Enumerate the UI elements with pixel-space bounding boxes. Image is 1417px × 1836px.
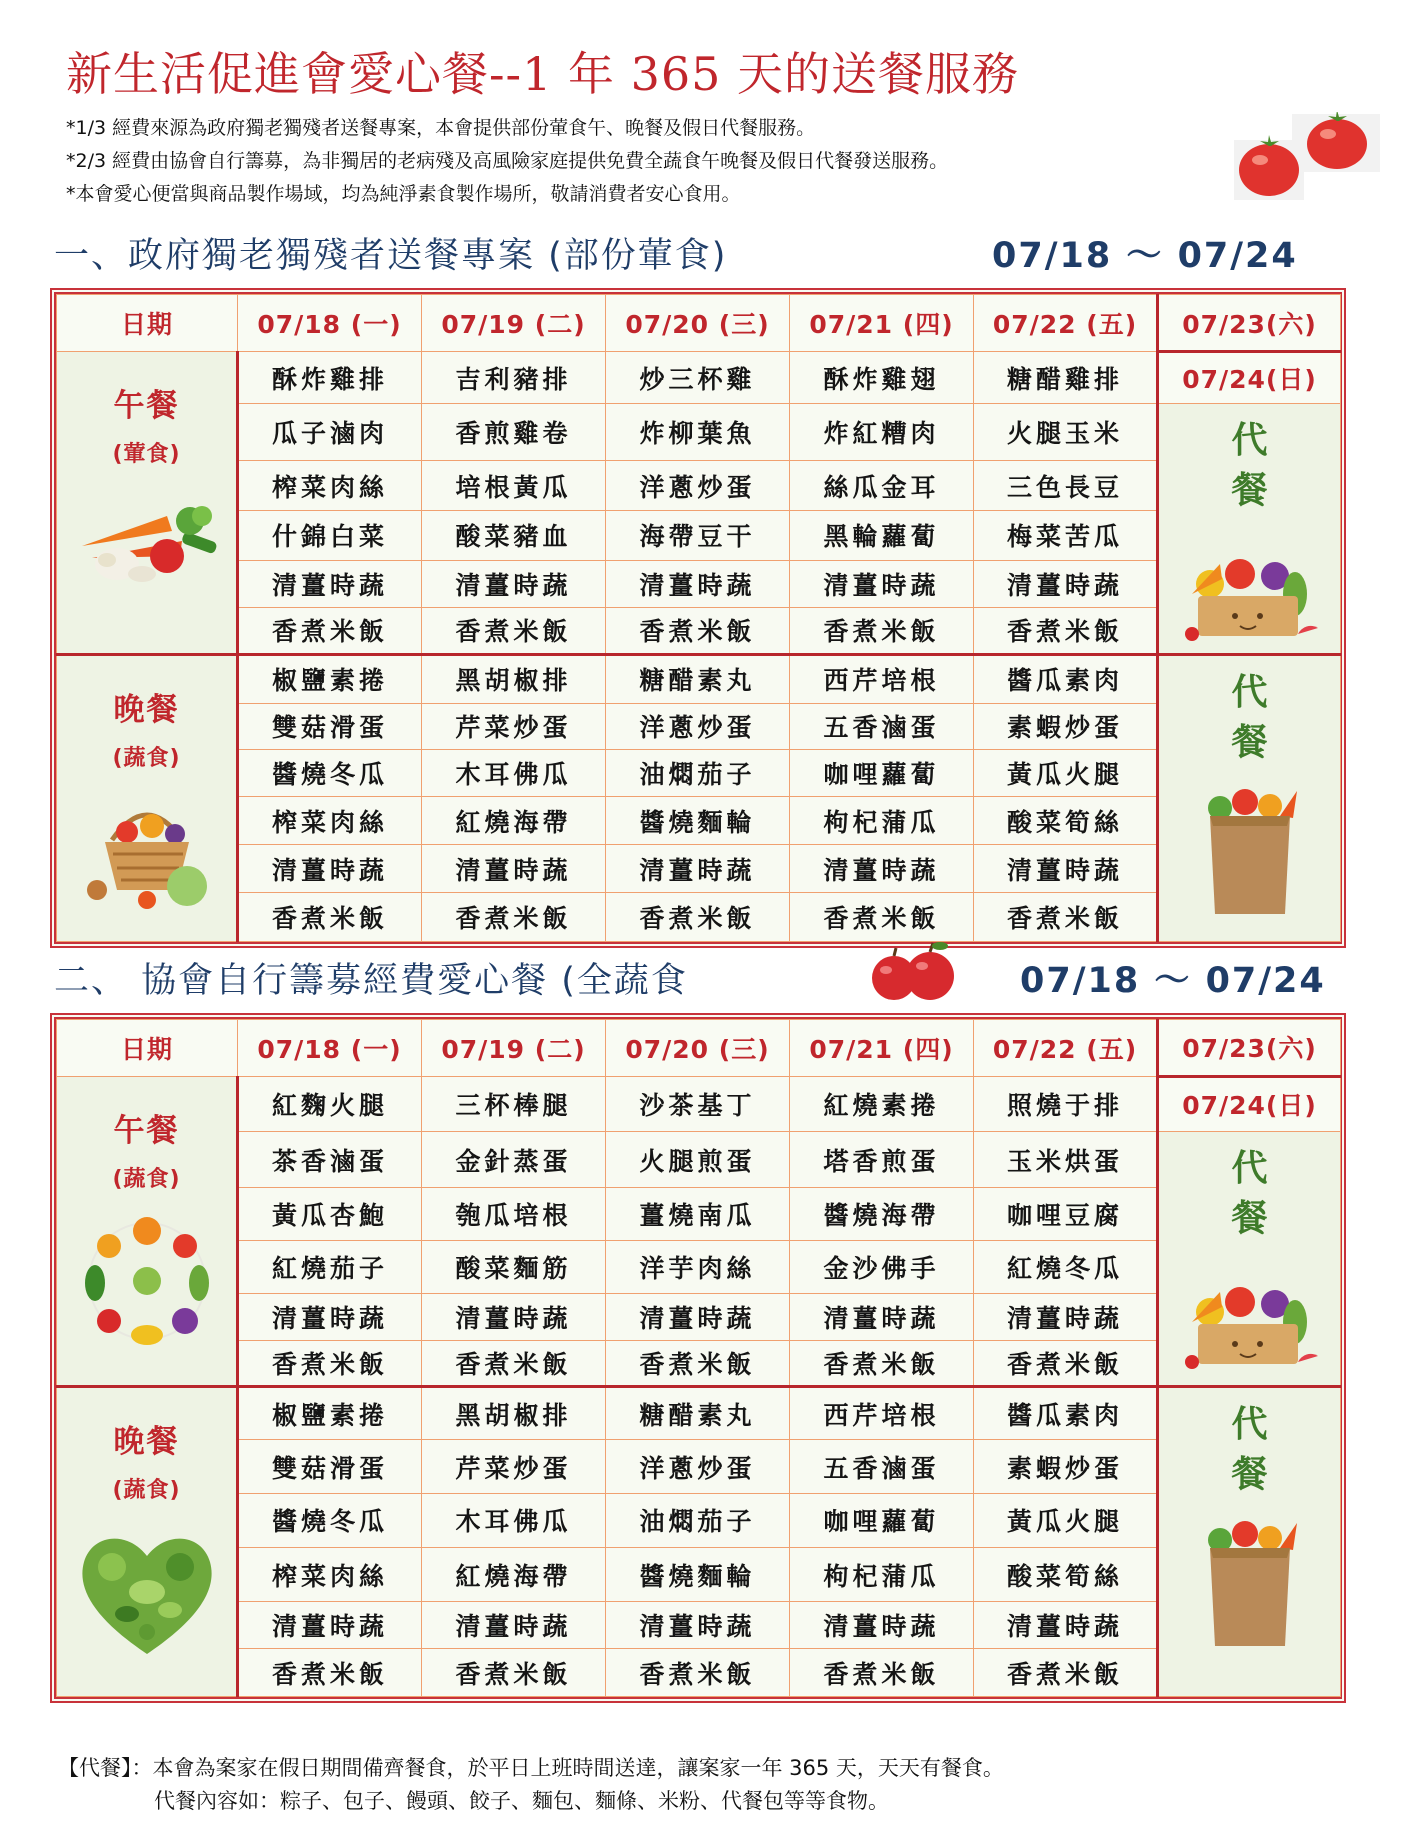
dinner-label: 晚餐 <box>113 691 180 728</box>
substitute-meal-label: 代 餐 <box>1231 671 1268 763</box>
table-row <box>57 797 1341 845</box>
footer-line-1: 【代餐】：本會為案家在假日期間備齊餐食，於平日上班時間送達，讓案家一年 365 天，天天有餐食。 <box>58 1756 1004 1780</box>
menu-cell: 素蝦炒蛋 <box>974 1440 1158 1494</box>
table-row <box>57 352 1341 404</box>
menu-cell: 紅燒冬瓜 <box>974 1241 1158 1294</box>
menu-cell: 香煎雞卷 <box>422 404 606 461</box>
menu-cell: 香煮米飯 <box>422 892 606 941</box>
menu-cell: 紅燒海帶 <box>422 1547 606 1602</box>
lunch-label: 午餐 <box>113 1112 180 1149</box>
section2-date-range: 07/18 ～ 07/24 <box>1020 961 1326 1001</box>
grocery-bag-icon <box>1185 1518 1315 1648</box>
table-row <box>57 404 1341 461</box>
menu-cell: 炒三杯雞 <box>606 352 790 404</box>
vegetable-basket-icon <box>77 790 217 910</box>
day-header: 07/22 (五) <box>974 295 1158 352</box>
menu-cell: 黃瓜火腿 <box>974 1493 1158 1547</box>
menu-cell: 炸紅糟肉 <box>790 404 974 461</box>
day-header: 07/18 (一) <box>238 295 422 352</box>
lunch-label: 午餐 <box>113 388 180 425</box>
section1-menu-table <box>50 288 1346 948</box>
menu-cell: 香煮米飯 <box>422 607 606 654</box>
menu-cell: 榨菜肉絲 <box>238 1547 422 1602</box>
table-row <box>57 1440 1341 1494</box>
menu-cell: 香煮米飯 <box>422 1340 606 1387</box>
menu-cell: 炸柳葉魚 <box>606 404 790 461</box>
menu-cell: 金沙佛手 <box>790 1241 974 1294</box>
menu-cell: 香煮米飯 <box>790 1340 974 1387</box>
menu-cell: 塔香煎蛋 <box>790 1131 974 1188</box>
menu-cell: 紅麴火腿 <box>238 1076 422 1131</box>
note-2: *2/3 經費由協會自行籌募，為非獨居的老病殘及高風險家庭提供免費全蔬食午晚餐及假日代餐發送服務。 <box>66 150 949 172</box>
menu-cell: 黑胡椒排 <box>422 654 606 703</box>
grocery-bag-icon <box>1185 786 1315 916</box>
menu-cell: 三色長豆 <box>974 461 1158 511</box>
menu-cell: 椒鹽素捲 <box>238 1387 422 1440</box>
table-row <box>57 1547 1341 1602</box>
menu-cell: 榨菜肉絲 <box>238 797 422 845</box>
sunday-header: 07/24(日) <box>1158 352 1341 404</box>
section2-title: 二、 協會自行籌募經費愛心餐 (全蔬食 <box>54 961 688 1001</box>
menu-cell: 香煮米飯 <box>974 1340 1158 1387</box>
menu-cell: 火腿玉米 <box>974 404 1158 461</box>
day-header: 07/18 (一) <box>238 1020 422 1077</box>
table-row <box>57 1293 1341 1340</box>
menu-cell: 酸菜筍絲 <box>974 1547 1158 1602</box>
menu-cell: 枸杞蒲瓜 <box>790 1547 974 1602</box>
menu-cell: 紅燒素捲 <box>790 1076 974 1131</box>
dinner-type: (蔬食) <box>112 1478 181 1504</box>
menu-cell: 枸杞蒲瓜 <box>790 797 974 845</box>
menu-cell: 香煮米飯 <box>238 1649 422 1697</box>
page-title: 新生活促進會愛心餐--1 年 365 天的送餐服務 <box>66 47 1020 101</box>
menu-cell: 清薑時蔬 <box>790 1293 974 1340</box>
menu-cell: 清薑時蔬 <box>238 560 422 607</box>
menu-cell: 三杯棒腿 <box>422 1076 606 1131</box>
menu-cell: 糖醋素丸 <box>606 1387 790 1440</box>
substitute-meal-label: 代 餐 <box>1231 420 1268 511</box>
menu-cell: 清薑時蔬 <box>974 845 1158 893</box>
dinner-label-cell <box>57 1387 238 1697</box>
menu-cell: 咖哩蘿蔔 <box>790 750 974 797</box>
dinner-label: 晚餐 <box>113 1424 180 1461</box>
menu-cell: 清薑時蔬 <box>606 1602 790 1649</box>
menu-cell: 西芹培根 <box>790 1387 974 1440</box>
menu-cell: 醬瓜素肉 <box>974 654 1158 703</box>
day-header: 07/21 (四) <box>790 295 974 352</box>
menu-cell: 醬燒海帶 <box>790 1188 974 1241</box>
vegetable-circle-icon <box>77 1211 217 1351</box>
menu-cell: 清薑時蔬 <box>606 1293 790 1340</box>
table-row <box>57 607 1341 654</box>
menu-cell: 醬燒冬瓜 <box>238 1493 422 1547</box>
menu-cell: 清薑時蔬 <box>422 560 606 607</box>
day-header: 07/19 (二) <box>422 295 606 352</box>
menu-cell: 梅菜苦瓜 <box>974 510 1158 560</box>
menu-cell: 洋芋肉絲 <box>606 1241 790 1294</box>
note-3: *本會愛心便當與商品製作場域，均為純淨素食製作場所，敬請消費者安心食用。 <box>66 183 741 205</box>
weekend-lunch-cell <box>1158 404 1341 655</box>
heart-vegetables-icon <box>72 1522 222 1662</box>
day-header: 07/20 (三) <box>606 295 790 352</box>
footer-note <box>58 1752 1378 1818</box>
menu-cell: 黃瓜杏鮑 <box>238 1188 422 1241</box>
menu-cell: 咖哩蘿蔔 <box>790 1493 974 1547</box>
menu-cell: 醬燒麵輪 <box>606 797 790 845</box>
table-row <box>57 1602 1341 1649</box>
lunch-label-cell <box>57 352 238 655</box>
menu-cell: 咖哩豆腐 <box>974 1188 1158 1241</box>
menu-cell: 清薑時蔬 <box>422 845 606 893</box>
menu-cell: 香煮米飯 <box>606 1340 790 1387</box>
menu-cell: 瓜子滷肉 <box>238 404 422 461</box>
menu-cell: 五香滷蛋 <box>790 1440 974 1494</box>
menu-cell: 茶香滷蛋 <box>238 1131 422 1188</box>
menu-cell: 清薑時蔬 <box>422 1602 606 1649</box>
day-header: 07/20 (三) <box>606 1020 790 1077</box>
apples-icon <box>868 940 958 1004</box>
menu-cell: 洋蔥炒蛋 <box>606 1440 790 1494</box>
menu-cell: 糖醋雞排 <box>974 352 1158 404</box>
menu-cell: 糖醋素丸 <box>606 654 790 703</box>
date-header: 日期 <box>57 295 238 352</box>
fruit-basket-icon <box>1180 1262 1320 1372</box>
menu-cell: 木耳佛瓜 <box>422 1493 606 1547</box>
table-row <box>57 1340 1341 1387</box>
table-row <box>57 1649 1341 1697</box>
menu-cell: 酥炸雞翅 <box>790 352 974 404</box>
sunday-header: 07/24(日) <box>1158 1076 1341 1131</box>
menu-cell: 清薑時蔬 <box>974 1602 1158 1649</box>
day-header: 07/22 (五) <box>974 1020 1158 1077</box>
menu-cell: 香煮米飯 <box>238 1340 422 1387</box>
menu-cell: 清薑時蔬 <box>606 560 790 607</box>
saturday-header: 07/23(六) <box>1158 1020 1341 1077</box>
lunch-type: (葷食) <box>112 442 181 468</box>
table-row <box>57 1241 1341 1294</box>
day-header: 07/19 (二) <box>422 1020 606 1077</box>
menu-cell: 香煮米飯 <box>606 892 790 941</box>
substitute-meal-label: 代 餐 <box>1231 1404 1268 1496</box>
menu-cell: 金針蒸蛋 <box>422 1131 606 1188</box>
table-row <box>57 654 1341 703</box>
menu-cell: 西芹培根 <box>790 654 974 703</box>
menu-cell: 酸菜筍絲 <box>974 797 1158 845</box>
menu-cell: 清薑時蔬 <box>238 845 422 893</box>
menu-cell: 薑燒南瓜 <box>606 1188 790 1241</box>
menu-cell: 黑胡椒排 <box>422 1387 606 1440</box>
header-row <box>57 295 1341 352</box>
menu-cell: 雙菇滑蛋 <box>238 1440 422 1494</box>
fruit-basket-icon <box>1180 534 1320 644</box>
table-row <box>57 845 1341 893</box>
menu-cell: 酸菜麵筋 <box>422 1241 606 1294</box>
menu-cell: 香煮米飯 <box>974 892 1158 941</box>
table-row <box>57 1387 1341 1440</box>
menu-cell: 黑輪蘿蔔 <box>790 510 974 560</box>
menu-cell: 醬燒冬瓜 <box>238 750 422 797</box>
table-row <box>57 1493 1341 1547</box>
menu-cell: 醬瓜素肉 <box>974 1387 1158 1440</box>
menu-cell: 清薑時蔬 <box>606 845 790 893</box>
table-row <box>57 560 1341 607</box>
menu-cell: 五香滷蛋 <box>790 703 974 750</box>
menu-cell: 榨菜肉絲 <box>238 461 422 511</box>
table-row <box>57 1076 1341 1131</box>
menu-cell: 洋蔥炒蛋 <box>606 703 790 750</box>
menu-cell: 吉利豬排 <box>422 352 606 404</box>
menu-cell: 香煮米飯 <box>606 1649 790 1697</box>
menu-cell: 香煮米飯 <box>606 607 790 654</box>
menu-cell: 紅燒茄子 <box>238 1241 422 1294</box>
menu-cell: 香煮米飯 <box>422 1649 606 1697</box>
weekend-dinner-cell <box>1158 1387 1341 1697</box>
menu-cell: 清薑時蔬 <box>790 845 974 893</box>
menu-cell: 酥炸雞排 <box>238 352 422 404</box>
vegetables-icon <box>72 486 222 586</box>
menu-cell: 紅燒海帶 <box>422 797 606 845</box>
weekend-lunch-cell <box>1158 1131 1341 1387</box>
menu-cell: 香煮米飯 <box>974 1649 1158 1697</box>
menu-cell: 醬燒麵輪 <box>606 1547 790 1602</box>
menu-cell: 玉米烘蛋 <box>974 1131 1158 1188</box>
table-row <box>57 703 1341 750</box>
menu-cell: 芹菜炒蛋 <box>422 1440 606 1494</box>
menu-cell: 素蝦炒蛋 <box>974 703 1158 750</box>
notes <box>66 112 1216 211</box>
menu-cell: 火腿煎蛋 <box>606 1131 790 1188</box>
menu-cell: 香煮米飯 <box>790 1649 974 1697</box>
lunch-type: (蔬食) <box>112 1166 181 1192</box>
table-row <box>57 750 1341 797</box>
menu-cell: 香煮米飯 <box>790 607 974 654</box>
menu-cell: 清薑時蔬 <box>974 1293 1158 1340</box>
day-header: 07/21 (四) <box>790 1020 974 1077</box>
tomatoes-icon <box>1232 112 1382 202</box>
menu-cell: 什錦白菜 <box>238 510 422 560</box>
menu-cell: 油燜茄子 <box>606 750 790 797</box>
menu-cell: 酸菜豬血 <box>422 510 606 560</box>
menu-cell: 雙菇滑蛋 <box>238 703 422 750</box>
table-row <box>57 1188 1341 1241</box>
menu-cell: 清薑時蔬 <box>238 1293 422 1340</box>
menu-cell: 香煮米飯 <box>238 892 422 941</box>
saturday-header: 07/23(六) <box>1158 295 1341 352</box>
menu-cell: 木耳佛瓜 <box>422 750 606 797</box>
menu-cell: 油燜茄子 <box>606 1493 790 1547</box>
menu-cell: 椒鹽素捲 <box>238 654 422 703</box>
table-row <box>57 510 1341 560</box>
footer-line-2: 代餐內容如：粽子、包子、饅頭、餃子、麵包、麵條、米粉、代餐包等等食物。 <box>154 1789 889 1813</box>
table-row <box>57 892 1341 941</box>
menu-cell: 清薑時蔬 <box>238 1602 422 1649</box>
note-1: *1/3 經費來源為政府獨老獨殘者送餐專案，本會提供部份葷食午、晚餐及假日代餐服務。 <box>66 117 816 139</box>
menu-cell: 絲瓜金耳 <box>790 461 974 511</box>
section1-date-range: 07/18 ～ 07/24 <box>992 236 1298 276</box>
table-row <box>57 461 1341 511</box>
menu-cell: 清薑時蔬 <box>790 1602 974 1649</box>
weekend-dinner-cell <box>1158 654 1341 941</box>
menu-cell: 沙茶基丁 <box>606 1076 790 1131</box>
header-row <box>57 1020 1341 1077</box>
menu-cell: 芹菜炒蛋 <box>422 703 606 750</box>
menu-cell: 匏瓜培根 <box>422 1188 606 1241</box>
menu-cell: 清薑時蔬 <box>974 560 1158 607</box>
menu-cell: 香煮米飯 <box>238 607 422 654</box>
section1-title: 一、政府獨老獨殘者送餐專案 (部份葷食) <box>54 236 728 276</box>
lunch-label-cell <box>57 1076 238 1387</box>
menu-cell: 香煮米飯 <box>790 892 974 941</box>
menu-cell: 清薑時蔬 <box>422 1293 606 1340</box>
table-row <box>57 1131 1341 1188</box>
substitute-meal-label: 代 餐 <box>1231 1147 1268 1239</box>
date-header: 日期 <box>57 1020 238 1077</box>
menu-cell: 照燒于排 <box>974 1076 1158 1131</box>
dinner-label-cell <box>57 654 238 941</box>
menu-cell: 海帶豆干 <box>606 510 790 560</box>
menu-cell: 香煮米飯 <box>974 607 1158 654</box>
menu-cell: 黃瓜火腿 <box>974 750 1158 797</box>
menu-cell: 培根黃瓜 <box>422 461 606 511</box>
menu-cell: 洋蔥炒蛋 <box>606 461 790 511</box>
dinner-type: (蔬食) <box>112 745 181 771</box>
menu-cell: 清薑時蔬 <box>790 560 974 607</box>
section2-menu-table <box>50 1013 1346 1703</box>
